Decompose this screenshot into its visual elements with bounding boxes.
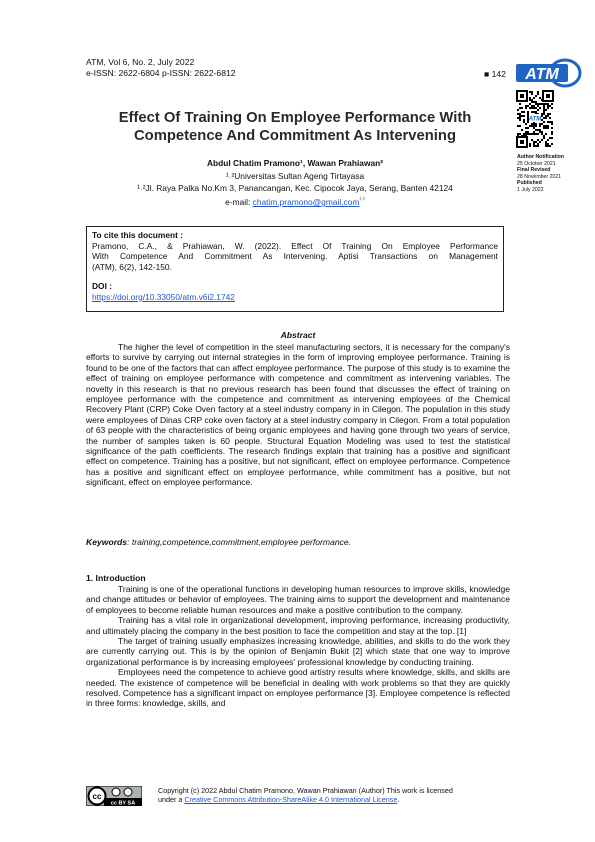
journal-line: ATM, Vol 6, No. 2, July 2022 [86, 57, 195, 67]
author-names: Abdul Chatim Pramono¹, Wawan Prahiawan² [206, 158, 384, 168]
cite-line-2: With Competence And Commitment As Intervening. Aptisi Transactions on Management [92, 251, 498, 262]
cc-by-sa-badge[interactable] [86, 786, 142, 806]
issn-line: e-ISSN: 2622-6804 p-ISSN: 2622-6812 [86, 68, 236, 78]
intro-paragraph: The target of training usually emphasizes increasing knowledge, abilities, and skills to do the work they are currently carrying out. This is by the opinion of Benjamin Bukit [2] which state that one way to improve organizational performance is by increasing employees' professional knowledge by conducting training. [86, 636, 510, 667]
doi-label: DOI : [92, 281, 113, 292]
intro-paragraph: Training has a vital role in organizational development, improving performance, increasing productivity, and ultimately placing the company in the best position to face the competition and stay at the top. [1] [86, 615, 510, 636]
published-date: 1 July 2022 [517, 186, 544, 193]
affiliation: ¹˒²Universitas Sultan Ageng Tirtayasa [225, 171, 365, 181]
email-link[interactable]: chatim.pramono@gmail.com [252, 196, 360, 207]
paper-title [86, 109, 504, 145]
intro-paragraph: Training is one of the operational functions in developing human resources to improve skills, knowledge and change attitudes or behavior of employees. The training aims to support the development and maintenance of employees to become reliable human resources and make a positive contribution to the company. [86, 584, 510, 615]
revised-date: 28 November 2021 [517, 173, 562, 180]
license-line-1: Copyright (c) 2022 Abdul Chatim Pramono, Wawan Prahiawan (Author) This work is licensed [158, 786, 453, 795]
license-badge-text: cc BY SA [110, 800, 136, 806]
license-suffix: . [397, 795, 400, 805]
intro-body [86, 584, 510, 709]
license-line-2 [158, 795, 508, 804]
license-prefix: under a [158, 795, 185, 805]
keywords-label: Keywords [86, 537, 128, 547]
notification-date: 25 October 2021 [517, 160, 556, 167]
atm-logo-text: ATM [525, 66, 559, 83]
published-label: Published [517, 180, 542, 187]
cite-box [86, 226, 504, 312]
abstract-heading: Abstract [280, 330, 316, 340]
email-line [86, 195, 504, 207]
cite-reference [92, 241, 498, 273]
revised-label: Final Revised [517, 167, 551, 174]
email-sup: ¹˒² [359, 197, 365, 203]
qr-logo-text: ATM [528, 116, 542, 123]
intro-paragraph: Employees need the competence to achieve good artistry results where knowledge, skills, and skills are needed. The existence of competence will be beneficial in dealing with work problems so that they are quickly resolved. Competence has a significant impact on employee performance [3]. Employee competence is reflected in three forms: knowledge, skills, and [86, 667, 510, 709]
license-footer [158, 786, 508, 805]
atm-logo [516, 58, 582, 88]
abstract-body [86, 342, 510, 488]
cite-heading: To cite this document : [92, 230, 184, 240]
license-link[interactable]: Creative Commons Attribution-ShareAlike 4.0 International License [184, 795, 398, 805]
sidebar-dates [517, 154, 587, 194]
cite-line-1: Pramono, C.A., & Prahiawan, W. (2022). Effect Of Training On Employee Performance [92, 240, 498, 251]
keywords-line [86, 537, 351, 547]
cite-line-3: (ATM), 6(2), 142-150. [92, 261, 172, 272]
intro-heading: 1. Introduction [86, 573, 146, 583]
title-line-1: Effect Of Training On Employee Performance With [118, 110, 472, 126]
page-number: ■ 142 [484, 69, 506, 79]
svg-text:cc: cc [92, 792, 102, 801]
qr-code[interactable] [516, 90, 554, 148]
email-label: e-mail: [225, 196, 253, 207]
keywords-text: : training,competence,commitment,employee performance. [127, 537, 352, 547]
title-line-2: Competence And Commitment As Intervening [133, 128, 456, 144]
notification-label: Author Notification [517, 154, 564, 160]
abstract-text: The higher the level of competition in the steel manufacturing sectors, it is necessary for the company's efforts to survive by carrying out internal strategies in the form of improving employee performance. Training is found to be one of the factors that can affect employee performance. The purpose of this study is to examine the effect of training on employee performance with competence and commitment as intervening variables. The novelty in this research is that no previous research has been found that discusses the effect of training on employee performance with the competence and commitment as intervening employees of the Chemical Recovery Plant (CRP) Coke Oven factory at a steel industry company in in Cilegon. The population in this study were employees of Dinas CRP coke oven factory at a steel industry company in Cilegon. From a total population of 63 people with the characteristics of being organic employees and having gone through two years of service, the number of samples taken is 60 people. Structural Equation Modeling was used to test the statistical significance of the path coefficients. The research findings explain that training has a positive and significant effect on competence. Training has a positive, but not significant, effect on employee performance. Competence has a positive and significant effect on employee performance, while commitment has a positive, but not significant, effect on employee performance. [86, 342, 510, 488]
doi-link[interactable]: https://doi.org/10.33050/atm.v6i2.1742 [92, 291, 235, 302]
address: ¹˒²Jl. Raya Palka No.Km 3, Panancangan, Kec. Cipocok Jaya, Serang, Banten 42124 [137, 183, 453, 193]
